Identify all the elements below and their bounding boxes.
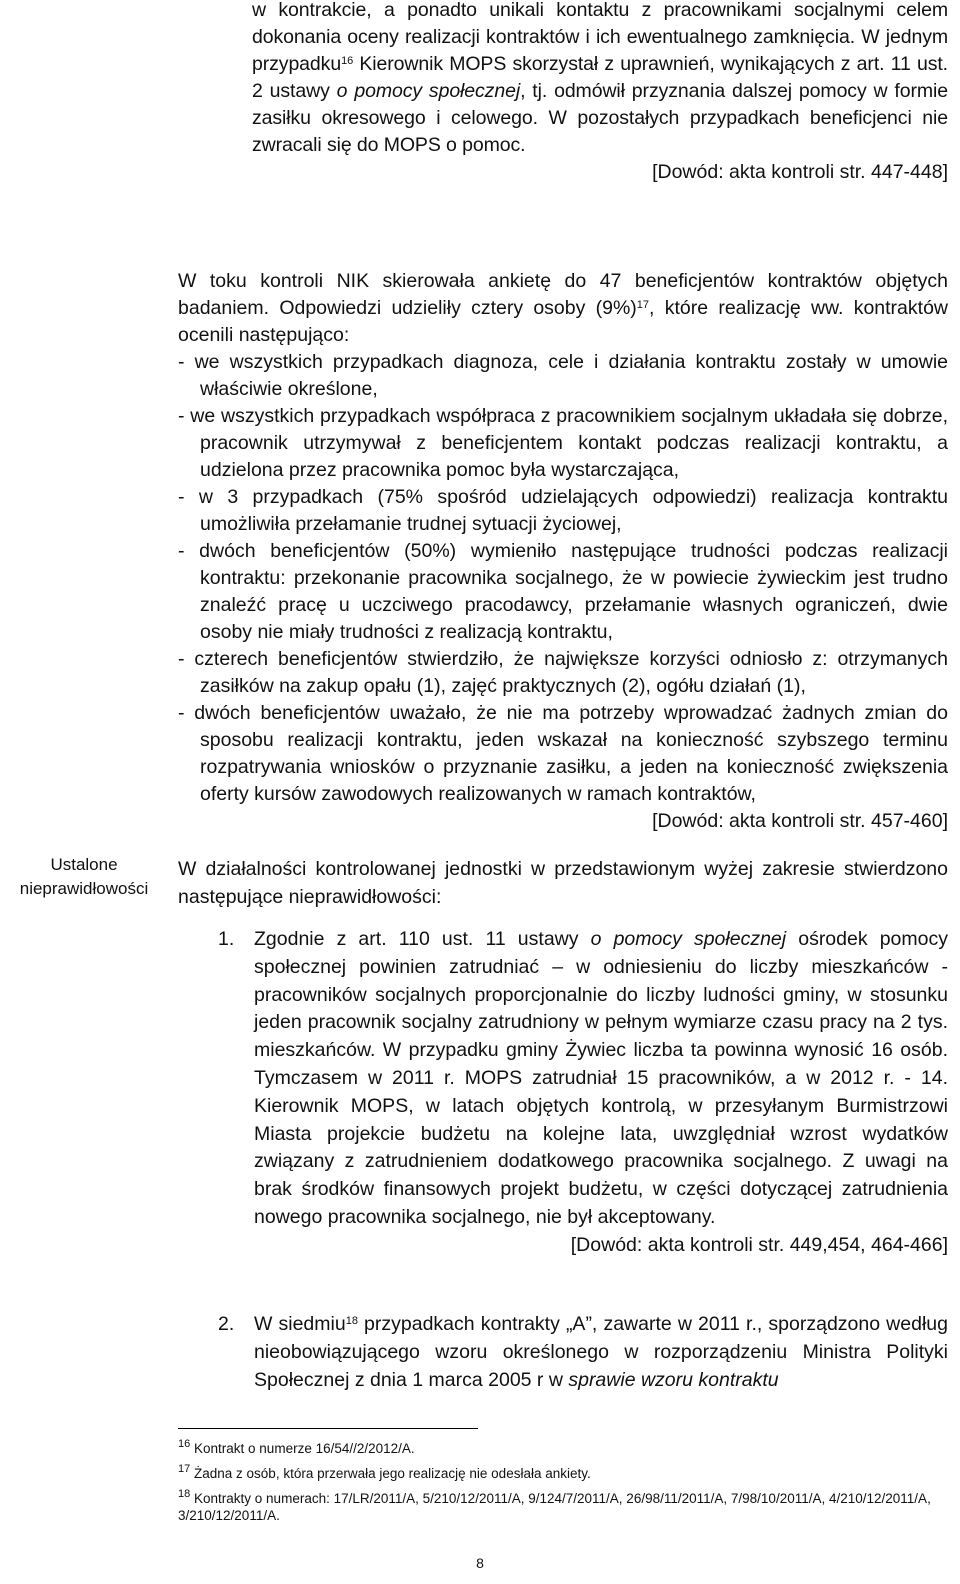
margin-note: Ustalone nieprawidłowości <box>19 855 149 898</box>
survey-section <box>178 268 948 835</box>
evidence-citation: [Dowód: akta kontroli str. 449,454, 464-466] <box>570 1233 948 1256</box>
survey-item: - dwóch beneficjentów (50%) wymieniło następujące trudności podczas realizacji kontraktu: przekonanie pracownika socjalnego, że w powiecie żywieckim jest trudno znaleźć pracę u uczciwego pracodawcy, przełamanie własnych ograniczeń, dwie osoby nie miały trudności z realizacją kontraktu, <box>178 540 948 643</box>
footnote-ref-18: 18 <box>345 1315 358 1327</box>
top-paragraph <box>252 0 948 186</box>
survey-item: - we wszystkich przypadkach współpraca z pracownikiem socjalnym układała się dobrze, pracownik utrzymywał z beneficjentem kontakt podczas realizacji kontraktu, a udzielona przez pracownika pomoc była wystarczająca, <box>178 405 948 481</box>
footnote-ref-17: 17 <box>636 299 650 311</box>
survey-item: - czterech beneficjentów stwierdziło, że największe korzyści odniosło z: otrzymanych zasiłków na zakup opału (1), zajęć praktycznych (2), ogółu działań (1), <box>178 648 948 697</box>
evidence-citation: [Dowód: akta kontroli str. 457-460] <box>652 810 948 832</box>
footnote-16: $^{16}$ Kontrakt o numerze 16/54//2/2012/A. <box>178 1438 415 1456</box>
irregularity-item-1 <box>218 926 948 1260</box>
footnote-separator <box>178 1428 478 1429</box>
footnote-ref-16: 16 <box>341 55 354 67</box>
evidence-citation: [Dowód: akta kontroli str. 447-448] <box>652 161 948 183</box>
top-text: w kontrakcie, a ponadto unikali kontaktu z pracownikami socjalnymi celem dokonania oceny realizacji kontraktów i ich ewentualnego zamknięcia. W jednym przypadku$^{16}$ Kierownik MOPS skorzystał z uprawnień, wynikających z art. 11 ust. 2 ustawy o pomocy społecznej, tj. odmówił przyznania dalszej pomocy w formie zasiłku okresowego i celowego. W pozostałych przypadkach beneficjenci nie zwracali się do MOPS o pomoc. <box>252 0 948 156</box>
item-number: 1. <box>218 928 235 950</box>
irregularities-intro: W działalności kontrolowanej jednostki w przedstawionym wyżej zakresie stwierdzono następujące nieprawidłowości: <box>178 858 948 908</box>
item-text: Zgodnie z art. 110 ust. 11 ustawy o pomocy społecznej ośrodek pomocy społecznej powinien zatrudniać – w odniesieniu do liczby mieszkańców - pracowników socjalnych proporcjonalnie do liczby ludności gminy, w stosunku jeden pracownik socjalny zatrudniony w pełnym wymiarze czasu pracy na 2 tys. mieszkańców. W przypadku gminy Żywiec liczba ta powinna wynosić 16 osób. Tymczasem w 2011 r. MOPS zatrudniał 15 pracowników, a w 2012 r. - 14. Kierownik MOPS, w latach objętych kontrolą, w przesyłanym Burmistrzowi Miasta projekcie budżetu na kolejne lata, uwzględniał wzrost wydatków związany z zatrudnieniem dodatkowego pracownika socjalnego. Z uwagi na brak środków finansowych projekt budżetu, w części dotyczącej zatrudnienia nowego pracownika socjalnego, nie był akceptowany. [Dowód: akta kontroli str. 449,454, 464-466] <box>254 926 948 1260</box>
survey-item: - w 3 przypadkach (75% spośród udzielających odpowiedzi) realizacja kontraktu umożliwiła przełamanie trudnej sytuacji życiowej, <box>178 486 948 535</box>
irregularity-item-2 <box>218 1311 948 1394</box>
survey-item: - dwóch beneficjentów uważało, że nie ma potrzeby wprowadzać żadnych zmian do sposobu realizacji kontraktu, jeden wskazał na konieczność szybszego terminu rozpatrywania wniosków o przyznanie zasiłku, a jeden na konieczność zwiększenia oferty kursów zawodowych realizowanych w ramach kontraktów, <box>178 702 948 805</box>
page-number: 8 <box>476 1555 484 1571</box>
footnote-17: $^{17}$ Żadna z osób, która przerwała jego realizację nie odesłała ankiety. <box>178 1463 591 1481</box>
survey-item: - we wszystkich przypadkach diagnoza, cele i działania kontraktu zostały w umowie właściwie określone, <box>178 351 948 400</box>
item-number: 2. <box>218 1313 235 1335</box>
footnote-18: $^{18}$ Kontrakty o numerach: 17/LR/2011/A, 5/210/12/2011/A, 9/124/7/2011/A, 26/98/11/2011/A, 7/98/10/2011/A, 4/210/12/2011/A, 3/210/12/2011/A. <box>178 1488 931 1523</box>
survey-intro: W toku kontroli NIK skierowała ankietę do 47 beneficjentów kontraktów objętych badaniem. Odpowiedzi udzieliły cztery osoby $(9\%)^{17}$, które realizację ww. kontraktów ocenili następująco: <box>178 270 948 346</box>
item-text: W siedmiu$^{18}$ przypadkach kontrakty „A”, zawarte w 2011 r., sporządzono według nieobowiązującego wzoru określonego w rozporządzeniu Ministra Polityki Społecznej z dnia 1 marca 2005 r w sprawie wzoru kontraktu <box>254 1313 948 1391</box>
